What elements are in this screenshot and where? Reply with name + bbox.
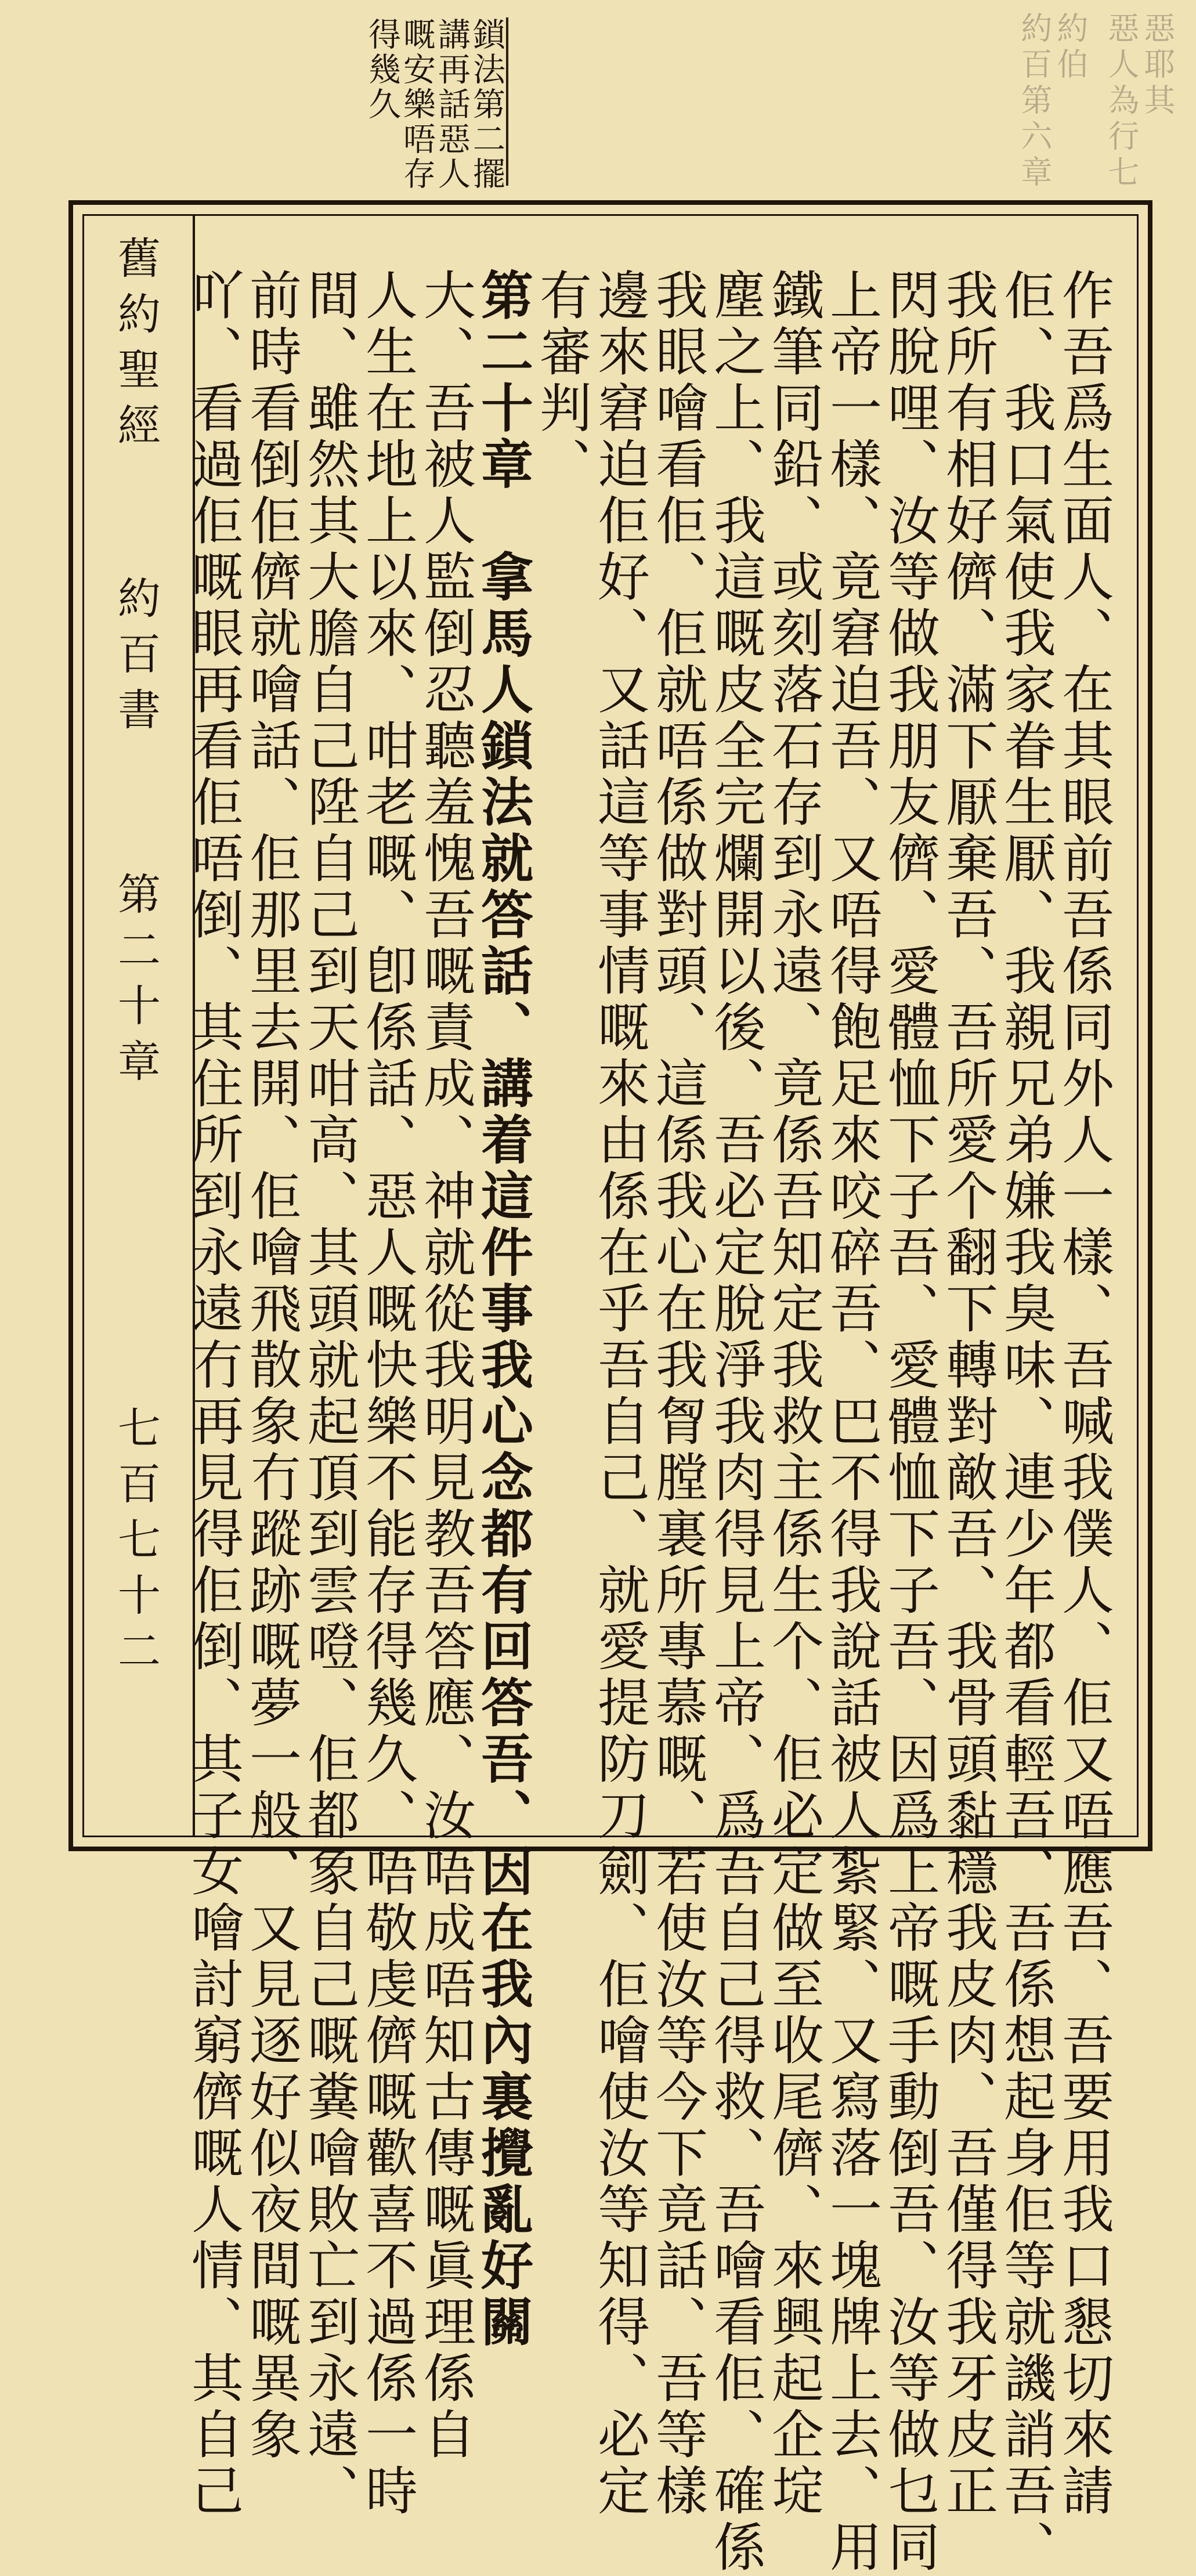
running-title xyxy=(363,17,511,192)
faint-header-line: 惡耶其 xyxy=(1139,12,1176,120)
text-column: 邊來窘迫佢好、又話這等事情嘅來由係在乎吾自己、就愛提防刀劍、佢噲使汝等知得、必定 xyxy=(588,268,649,2520)
running-title-line: 嘅安樂唔存 xyxy=(398,17,436,192)
text-column: 我眼噲看佢、佢就唔係做對頭、這係我心在我胷膛裏所專慕嘅、若使汝等今下竟話、吾等樣 xyxy=(646,268,707,2520)
text-column: 人生在地上以來、咁老嘅、卽係話、惡人嘅快樂不能存得幾久、唔敬虔儕嘅歡喜不過係一時 xyxy=(356,268,417,2520)
book-name: 舊約聖經 xyxy=(111,236,161,458)
running-title-line: 得幾久 xyxy=(363,17,401,122)
faint-header-notes xyxy=(1016,12,1176,203)
text-column: 我所有相好儕、滿下厭棄吾、吾所愛个翻下轉對敵吾、我骨頭黏穩我皮肉、吾僅得我牙皮正 xyxy=(937,268,998,2520)
text-column: 前時看倒佢儕就噲話、佢那里去開、佢噲飛散象冇蹤跡嘅夢一般、又見逐好似夜間嘅異象 xyxy=(240,268,301,2463)
title-rule xyxy=(506,17,508,186)
text-column: 大、吾被人監倒忍聽羞愧吾嘅責成、神就從我明見教吾答應、汝唔成唔知古傳嘅眞理係自 xyxy=(414,268,475,2463)
text-column: 有審判、 xyxy=(530,268,591,493)
faint-header-line: 約伯 xyxy=(1052,12,1089,84)
running-title-line: 鎖法第二擺 xyxy=(468,17,505,192)
running-title-line: 講再話惡人 xyxy=(433,17,471,192)
book-title: 約百書 xyxy=(111,576,161,743)
text-column: 閃脫哩、汝等做我朋友儕、愛體恤下子吾、愛體恤下子吾、因爲上帝嘅手動倒吾、汝等做乜同 xyxy=(879,268,940,2576)
faint-header-line: 約百第六章 xyxy=(1016,12,1053,192)
page-number: 七百七十二 xyxy=(111,1406,161,1684)
faint-header-line: 惡人為行七 xyxy=(1103,12,1140,192)
text-column: 吖、看過佢嘅眼再看佢唔倒、其住所到永遠冇再見得佢倒、其子女噲討窮儕嘅人情、其自己 xyxy=(182,268,243,2520)
text-column: 間、雖然其大膽自己陞自己到天咁高、其頭就起頂到雲噔、佢都象自己嘅糞噲敗亡到永遠、 xyxy=(298,268,359,2520)
text-column: 佢、我口氣使我家眷生厭、我親兄弟嫌我臭味、連少年都看輕吾、吾係想起身佢等就譏誚吾、 xyxy=(995,268,1056,2576)
page-frame xyxy=(68,200,1152,2576)
text-column: 上帝一樣、竟窘迫吾、又唔得飽足來咬碎吾、巴不得我說話被人紮緊、又寫落一塊牌上去、用 xyxy=(821,268,881,2576)
text-column: 塵之上、我這嘅皮全完爛開以後、吾必定脫淨我肉得見上帝、爲吾自己得救、吾噲看佢、確係 xyxy=(704,268,765,2576)
chapter-label: 第二十章 xyxy=(111,872,161,1094)
chapter-heading-column: 第二十章 拿馬人鎖法就答話、講着這件事我心念都有回答吾、因在我內裏攪亂好關 xyxy=(472,268,533,2351)
inner-border xyxy=(82,214,1139,2576)
text-column: 鐵筆同鉛、或刻落石存到永遠、竟係吾知定我救主係生个、佢必定做至收尾儕、來興起企埞 xyxy=(763,268,823,2520)
text-column: 作吾爲生面人、在其眼前吾係同外人一樣、吾喊我僕人、佢又唔應吾、吾要用我口懇切來請 xyxy=(1053,268,1114,2520)
